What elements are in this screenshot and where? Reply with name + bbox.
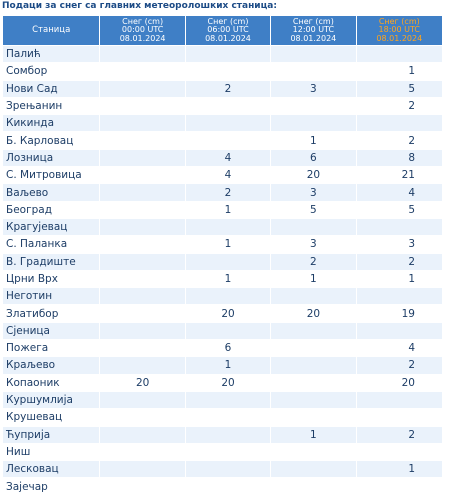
snow-value-cell xyxy=(271,115,355,131)
snow-value-cell: 2 xyxy=(357,427,442,443)
snow-value-cell xyxy=(271,288,355,304)
snow-value-cell xyxy=(100,254,184,270)
snow-value-cell xyxy=(100,81,184,97)
snow-value-cell xyxy=(357,46,442,62)
station-name-cell: Зајечар xyxy=(3,478,99,494)
column-header-line: Снег (cm) xyxy=(292,17,334,27)
snow-value-cell: 20 xyxy=(357,375,442,391)
station-name-cell: Лесковац xyxy=(3,461,99,477)
snow-value-cell: 1 xyxy=(271,427,355,443)
column-header-snow-0600 xyxy=(186,16,270,45)
snow-value-cell: 20 xyxy=(100,375,184,391)
snow-value-cell xyxy=(271,409,355,425)
snow-value-cell: 2 xyxy=(186,81,270,97)
table-row xyxy=(3,132,442,148)
column-header-line: Снег (cm) xyxy=(207,17,249,27)
snow-value-cell: 2 xyxy=(357,357,442,373)
snow-value-cell: 4 xyxy=(186,167,270,183)
snow-value-cell: 6 xyxy=(186,340,270,356)
snow-value-cell xyxy=(271,392,355,408)
snow-value-cell xyxy=(357,288,442,304)
snow-value-cell: 2 xyxy=(271,254,355,270)
snow-value-cell xyxy=(186,219,270,235)
station-name-cell: Неготин xyxy=(3,288,99,304)
station-name-cell: Копаоник xyxy=(3,375,99,391)
station-name-cell: Краљево xyxy=(3,357,99,373)
station-name-cell: Ваљево xyxy=(3,184,99,200)
snow-value-cell: 20 xyxy=(186,305,270,321)
snow-value-cell xyxy=(271,478,355,494)
station-name-cell: Београд xyxy=(3,202,99,218)
table-row xyxy=(3,46,442,62)
snow-value-cell xyxy=(100,305,184,321)
snow-value-cell: 1 xyxy=(357,461,442,477)
snow-value-cell xyxy=(186,461,270,477)
snow-value-cell xyxy=(271,375,355,391)
table-row xyxy=(3,478,442,494)
snow-value-cell xyxy=(100,271,184,287)
snow-value-cell xyxy=(357,219,442,235)
table-row xyxy=(3,305,442,321)
snow-value-cell xyxy=(357,392,442,408)
snow-value-cell: 1 xyxy=(271,271,355,287)
snow-value-cell xyxy=(100,288,184,304)
snow-value-cell: 20 xyxy=(186,375,270,391)
column-header-line: 06:00 UTC xyxy=(207,25,249,35)
station-name-cell: Зрењанин xyxy=(3,98,99,114)
snow-value-cell xyxy=(100,167,184,183)
snow-value-cell xyxy=(357,115,442,131)
snow-value-cell: 2 xyxy=(357,254,442,270)
station-name-cell: С. Паланка xyxy=(3,236,99,252)
station-name-cell: Кикинда xyxy=(3,115,99,131)
station-name-cell: Лозница xyxy=(3,150,99,166)
snow-value-cell xyxy=(271,219,355,235)
snow-value-cell xyxy=(357,444,442,460)
snow-value-cell xyxy=(100,236,184,252)
snow-value-cell: 1 xyxy=(357,271,442,287)
table-row xyxy=(3,444,442,460)
snow-value-cell: 4 xyxy=(357,340,442,356)
snow-value-cell: 20 xyxy=(271,305,355,321)
table-row xyxy=(3,202,442,218)
snow-value-cell xyxy=(100,444,184,460)
station-name-cell: Крушевац xyxy=(3,409,99,425)
snow-value-cell: 4 xyxy=(186,150,270,166)
column-header-line: 12:00 UTC xyxy=(292,25,335,35)
snow-value-cell xyxy=(271,340,355,356)
table-row xyxy=(3,357,442,373)
snow-value-cell: 1 xyxy=(186,271,270,287)
snow-value-cell xyxy=(100,323,184,339)
column-header-snow-1200 xyxy=(271,16,355,45)
page-title: Подаци за снег са главних метеоролошких станица: xyxy=(2,1,277,11)
snow-value-cell xyxy=(357,409,442,425)
snow-value-cell xyxy=(100,219,184,235)
station-name-cell: Нови Сад xyxy=(3,81,99,97)
column-header-snow-0000 xyxy=(100,16,184,45)
station-name-cell: Сјеница xyxy=(3,323,99,339)
station-name-cell: Палић xyxy=(3,46,99,62)
snow-value-cell: 1 xyxy=(186,202,270,218)
column-header-line: 18:00 UTC xyxy=(378,25,421,35)
table-row xyxy=(3,81,442,97)
snow-value-cell xyxy=(271,46,355,62)
snow-value-cell: 8 xyxy=(357,150,442,166)
snow-value-cell: 1 xyxy=(357,63,442,79)
column-header-line: Снег (cm) xyxy=(122,17,164,27)
table-body xyxy=(3,46,442,495)
table-row xyxy=(3,340,442,356)
snow-value-cell: 5 xyxy=(271,202,355,218)
station-name-cell: Крагујевац xyxy=(3,219,99,235)
station-name-cell: Б. Карловац xyxy=(3,132,99,148)
snow-value-cell xyxy=(186,288,270,304)
snow-value-cell xyxy=(100,340,184,356)
snow-value-cell: 6 xyxy=(271,150,355,166)
snow-value-cell xyxy=(100,392,184,408)
snow-value-cell xyxy=(186,409,270,425)
snow-value-cell xyxy=(186,98,270,114)
snow-value-cell xyxy=(271,323,355,339)
snow-value-cell xyxy=(100,202,184,218)
snow-value-cell: 2 xyxy=(357,132,442,148)
snow-value-cell xyxy=(186,323,270,339)
snow-value-cell xyxy=(100,115,184,131)
snow-value-cell xyxy=(100,98,184,114)
table-row xyxy=(3,167,442,183)
station-name-cell: В. Градиште xyxy=(3,254,99,270)
snow-value-cell: 2 xyxy=(186,184,270,200)
table-row xyxy=(3,375,442,391)
snow-value-cell: 3 xyxy=(271,81,355,97)
snow-value-cell: 1 xyxy=(186,357,270,373)
snow-value-cell xyxy=(186,478,270,494)
snow-value-cell: 2 xyxy=(357,98,442,114)
snow-value-cell: 21 xyxy=(357,167,442,183)
snow-value-cell xyxy=(271,461,355,477)
table-row xyxy=(3,427,442,443)
snow-value-cell xyxy=(186,427,270,443)
snow-value-cell xyxy=(100,46,184,62)
station-name-cell: Црни Врх xyxy=(3,271,99,287)
station-name-cell: Ниш xyxy=(3,444,99,460)
table-row xyxy=(3,150,442,166)
table-row xyxy=(3,288,442,304)
snow-value-cell xyxy=(186,444,270,460)
table-row xyxy=(3,392,442,408)
snow-value-cell xyxy=(186,63,270,79)
table-row xyxy=(3,323,442,339)
snow-value-cell xyxy=(100,427,184,443)
snow-value-cell xyxy=(186,46,270,62)
station-name-cell: Ћуприја xyxy=(3,427,99,443)
table-row xyxy=(3,219,442,235)
column-header-line: Станица xyxy=(32,25,71,36)
table-row xyxy=(3,184,442,200)
snow-value-cell xyxy=(100,461,184,477)
snow-value-cell xyxy=(186,392,270,408)
snow-value-cell xyxy=(186,115,270,131)
table-row xyxy=(3,115,442,131)
station-name-cell: Куршумлија xyxy=(3,392,99,408)
snow-value-cell xyxy=(100,150,184,166)
snow-table xyxy=(2,15,443,496)
table-row xyxy=(3,271,442,287)
snow-value-cell: 20 xyxy=(271,167,355,183)
station-name-cell: Пожега xyxy=(3,340,99,356)
snow-value-cell xyxy=(357,323,442,339)
snow-value-cell: 3 xyxy=(271,184,355,200)
table-row xyxy=(3,98,442,114)
snow-value-cell: 1 xyxy=(186,236,270,252)
snow-value-cell xyxy=(186,254,270,270)
station-name-cell: Сомбор xyxy=(3,63,99,79)
snow-value-cell: 5 xyxy=(357,81,442,97)
snow-value-cell: 3 xyxy=(357,236,442,252)
snow-value-cell xyxy=(271,444,355,460)
snow-value-cell xyxy=(100,409,184,425)
table-row xyxy=(3,236,442,252)
snow-value-cell: 1 xyxy=(271,132,355,148)
column-header-line: 08.01.2024 xyxy=(376,33,423,43)
column-header-snow-1800 xyxy=(357,16,442,45)
station-name-cell: С. Митровица xyxy=(3,167,99,183)
snow-value-cell xyxy=(357,478,442,494)
snow-value-cell xyxy=(100,184,184,200)
table-row xyxy=(3,254,442,270)
column-header-line: 00:00 UTC xyxy=(121,25,164,35)
table-row xyxy=(3,461,442,477)
snow-value-cell: 3 xyxy=(271,236,355,252)
snow-value-cell xyxy=(100,478,184,494)
column-header-line: 08.01.2024 xyxy=(290,33,337,43)
snow-value-cell xyxy=(271,357,355,373)
snow-value-cell: 5 xyxy=(357,202,442,218)
snow-value-cell xyxy=(186,132,270,148)
snow-value-cell xyxy=(271,98,355,114)
snow-value-cell xyxy=(100,357,184,373)
column-header-station xyxy=(3,16,99,45)
snow-value-cell: 4 xyxy=(357,184,442,200)
table-header-row xyxy=(3,16,442,45)
snow-value-cell: 19 xyxy=(357,305,442,321)
snow-value-cell xyxy=(100,63,184,79)
table-row xyxy=(3,63,442,79)
column-header-line: Снег (cm) xyxy=(378,17,420,27)
column-header-line: 08.01.2024 xyxy=(119,33,166,43)
snow-value-cell xyxy=(271,63,355,79)
snow-value-cell xyxy=(100,132,184,148)
table-row xyxy=(3,409,442,425)
column-header-line: 08.01.2024 xyxy=(205,33,251,43)
station-name-cell: Златибор xyxy=(3,305,99,321)
